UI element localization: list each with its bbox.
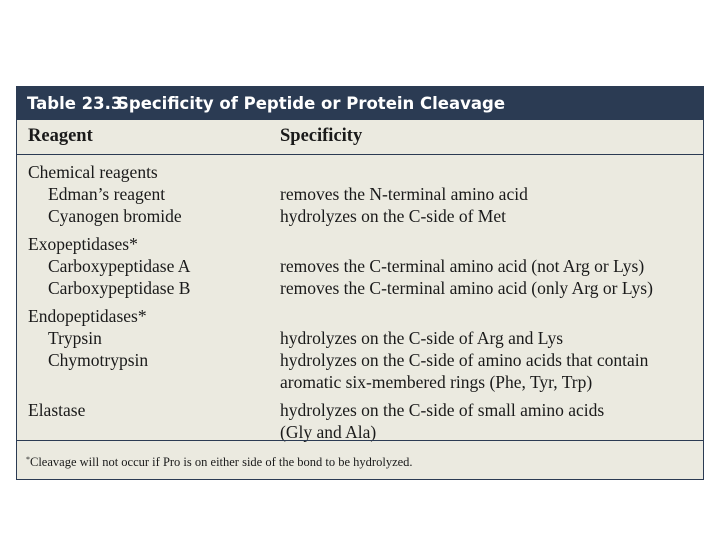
table-row — [17, 305, 703, 327]
reagent-group — [17, 233, 703, 299]
specificity-cell: hydrolyzes on the C-side of amino acids that contain — [280, 350, 649, 370]
group-heading: Exopeptidases* — [28, 234, 138, 254]
specificity-cell: removes the C-terminal amino acid (only Arg or Lys) — [280, 278, 653, 298]
reagent-group — [17, 305, 703, 393]
table-row — [17, 205, 703, 227]
table-row — [17, 277, 703, 299]
table-row — [17, 327, 703, 349]
table-row — [17, 255, 703, 277]
footnote-mark: * — [26, 455, 30, 464]
specificity-cell: removes the C-terminal amino acid (not Arg or Lys) — [280, 256, 645, 276]
reagent-group — [17, 161, 703, 227]
header-reagent: Reagent — [28, 126, 93, 146]
table-row — [17, 399, 703, 421]
header-specificity: Specificity — [280, 126, 363, 146]
table-title-bar — [17, 87, 703, 120]
reagent-group — [17, 399, 703, 443]
table-row — [17, 233, 703, 255]
table-title: Specificity of Peptide or Protein Cleavage — [117, 94, 506, 113]
table-number: Table 23.3 — [27, 94, 123, 113]
reagent-cell: Cyanogen bromide — [48, 206, 182, 226]
specificity-cell: hydrolyzes on the C-side of small amino acids — [280, 400, 605, 420]
cleavage-table — [16, 86, 704, 480]
group-heading: Chemical reagents — [28, 162, 158, 182]
table-row — [17, 183, 703, 205]
specificity-cell: aromatic six-membered rings (Phe, Tyr, Trp) — [280, 372, 593, 392]
group-heading: Endopeptidases* — [28, 306, 147, 326]
table-row — [17, 371, 703, 393]
reagent-cell: Chymotrypsin — [48, 350, 149, 370]
table-header-row — [17, 120, 703, 155]
specificity-cell: removes the N-terminal amino acid — [280, 184, 528, 204]
table-body — [17, 155, 703, 443]
specificity-cell: hydrolyzes on the C-side of Arg and Lys — [280, 328, 564, 348]
reagent-cell: Trypsin — [48, 328, 102, 348]
reagent-cell: Edman’s reagent — [48, 184, 166, 204]
group-heading: Elastase — [28, 400, 86, 420]
reagent-cell: Carboxypeptidase B — [48, 278, 191, 298]
specificity-cell: (Gly and Ala) — [280, 422, 377, 442]
table-row — [17, 349, 703, 371]
reagent-cell: Carboxypeptidase A — [48, 256, 191, 276]
table-footnote — [17, 440, 703, 479]
footnote-text: Cleavage will not occur if Pro is on either side of the bond to be hydrolyzed. — [30, 455, 413, 469]
specificity-cell: hydrolyzes on the C-side of Met — [280, 206, 506, 226]
table-row — [17, 161, 703, 183]
